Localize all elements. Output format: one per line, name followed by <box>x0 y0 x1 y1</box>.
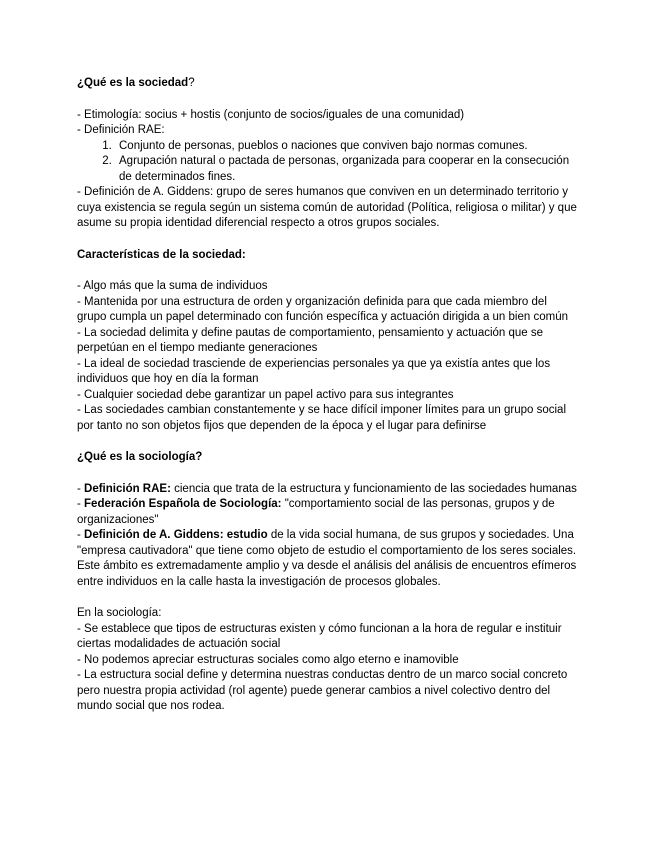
heading-que-es-sociedad <box>77 76 577 92</box>
def-text: de la vida social humana, de sus grupos y sociedades. Una "empresa cautivadora" que tiene como objeto de estudio el comportamiento de los seres sociales. Este ámbito es extremadamente amplio y va desde el análisis del análisis de encuentros efímeros entre individuos en la calle hasta la investigación de procesos globales. <box>77 529 577 588</box>
def-prefix: - <box>77 498 85 510</box>
en-la-sociologia-intro: En la sociología: <box>77 607 162 619</box>
document-content <box>77 76 577 715</box>
sociologia-item: - Se establece que tipos de estructuras existen y cómo funcionan a la hora de regular e instituir ciertas modalidades de actuación social <box>77 622 562 650</box>
sociologia-def-rae <box>77 482 577 498</box>
def-text: ciencia que trata de la estructura y funcionamiento de las sociedades humanas <box>170 482 577 495</box>
rae-definition-item: 2. Agrupación natural o pactada de personas, organizada para cooperar en la consecución de determinados fines. <box>115 154 577 185</box>
caracteristica-item: - La ideal de sociedad trasciende de experiencias personales ya que ya existía antes que los individuos que hoy en día la forman <box>77 357 551 385</box>
def-prefix: - <box>77 529 85 541</box>
heading-text: ¿Qué es la sociedad <box>77 77 189 89</box>
def-label: Federación Española de Sociología: <box>84 498 282 510</box>
def-prefix: - <box>77 482 85 495</box>
sociologia-item: - La estructura social define y determina nuestras conductas dentro de un marco social concreto pero nuestra propia actividad (rol agente) puede generar cambios a nivel colectivo dentro del mundo social que nos rodea. <box>77 669 568 712</box>
sociologia-def-giddens <box>77 528 577 590</box>
sociologia-item: - No podemos apreciar estructuras sociales como algo eterno e inamovible <box>77 653 459 666</box>
rae-definition-item: 1. Conjunto de personas, pueblos o naciones que conviven bajo normas comunes. <box>115 139 577 155</box>
def-text: "comportamiento social de las personas, grupos y de organizaciones" <box>77 498 555 526</box>
definicion-rae-line: - Definición RAE: <box>77 124 165 136</box>
etimologia-line: - Etimología: socius + hostis (conjunto de socios/iguales de una comunidad) <box>77 108 465 121</box>
heading-tail: ? <box>188 77 195 89</box>
heading-caracteristicas: Características de la sociedad: <box>77 248 246 261</box>
caracteristica-item: - Las sociedades cambian constantemente y se hace difícil imponer límites para un grupo social por tanto no son objetos fijos que dependen de la época y el lugar para definirse <box>77 404 567 432</box>
caracteristica-item: - Cualquier sociedad debe garantizar un papel activo para sus integrantes <box>77 388 454 401</box>
giddens-definition: - Definición de A. Giddens: grupo de seres humanos que conviven en un determinado territorio y cuya existencia se regula según un sistema común de autoridad (Política, religiosa o militar) y que asume su propia identidad diferencial respecto a otros grupos sociales. <box>77 186 577 229</box>
caracteristica-item: - La sociedad delimita y define pautas de comportamiento, pensamiento y actuación que se perpetúan en el tiempo mediante generaciones <box>77 326 544 354</box>
caracteristica-item: - Mantenida por una estructura de orden y organización definida para que cada miembro del grupo cumpla un papel determinado con función específica y actuación dirigida a un bien común <box>77 295 568 323</box>
def-label: Definición RAE: <box>84 482 171 495</box>
sociologia-def-fes <box>77 497 577 528</box>
caracteristica-item: - Algo más que la suma de individuos <box>77 280 268 292</box>
heading-que-es-sociologia: ¿Qué es la sociología? <box>77 451 203 463</box>
rae-definitions-list <box>77 139 577 186</box>
def-label: Definición de A. Giddens: estudio <box>84 529 268 541</box>
